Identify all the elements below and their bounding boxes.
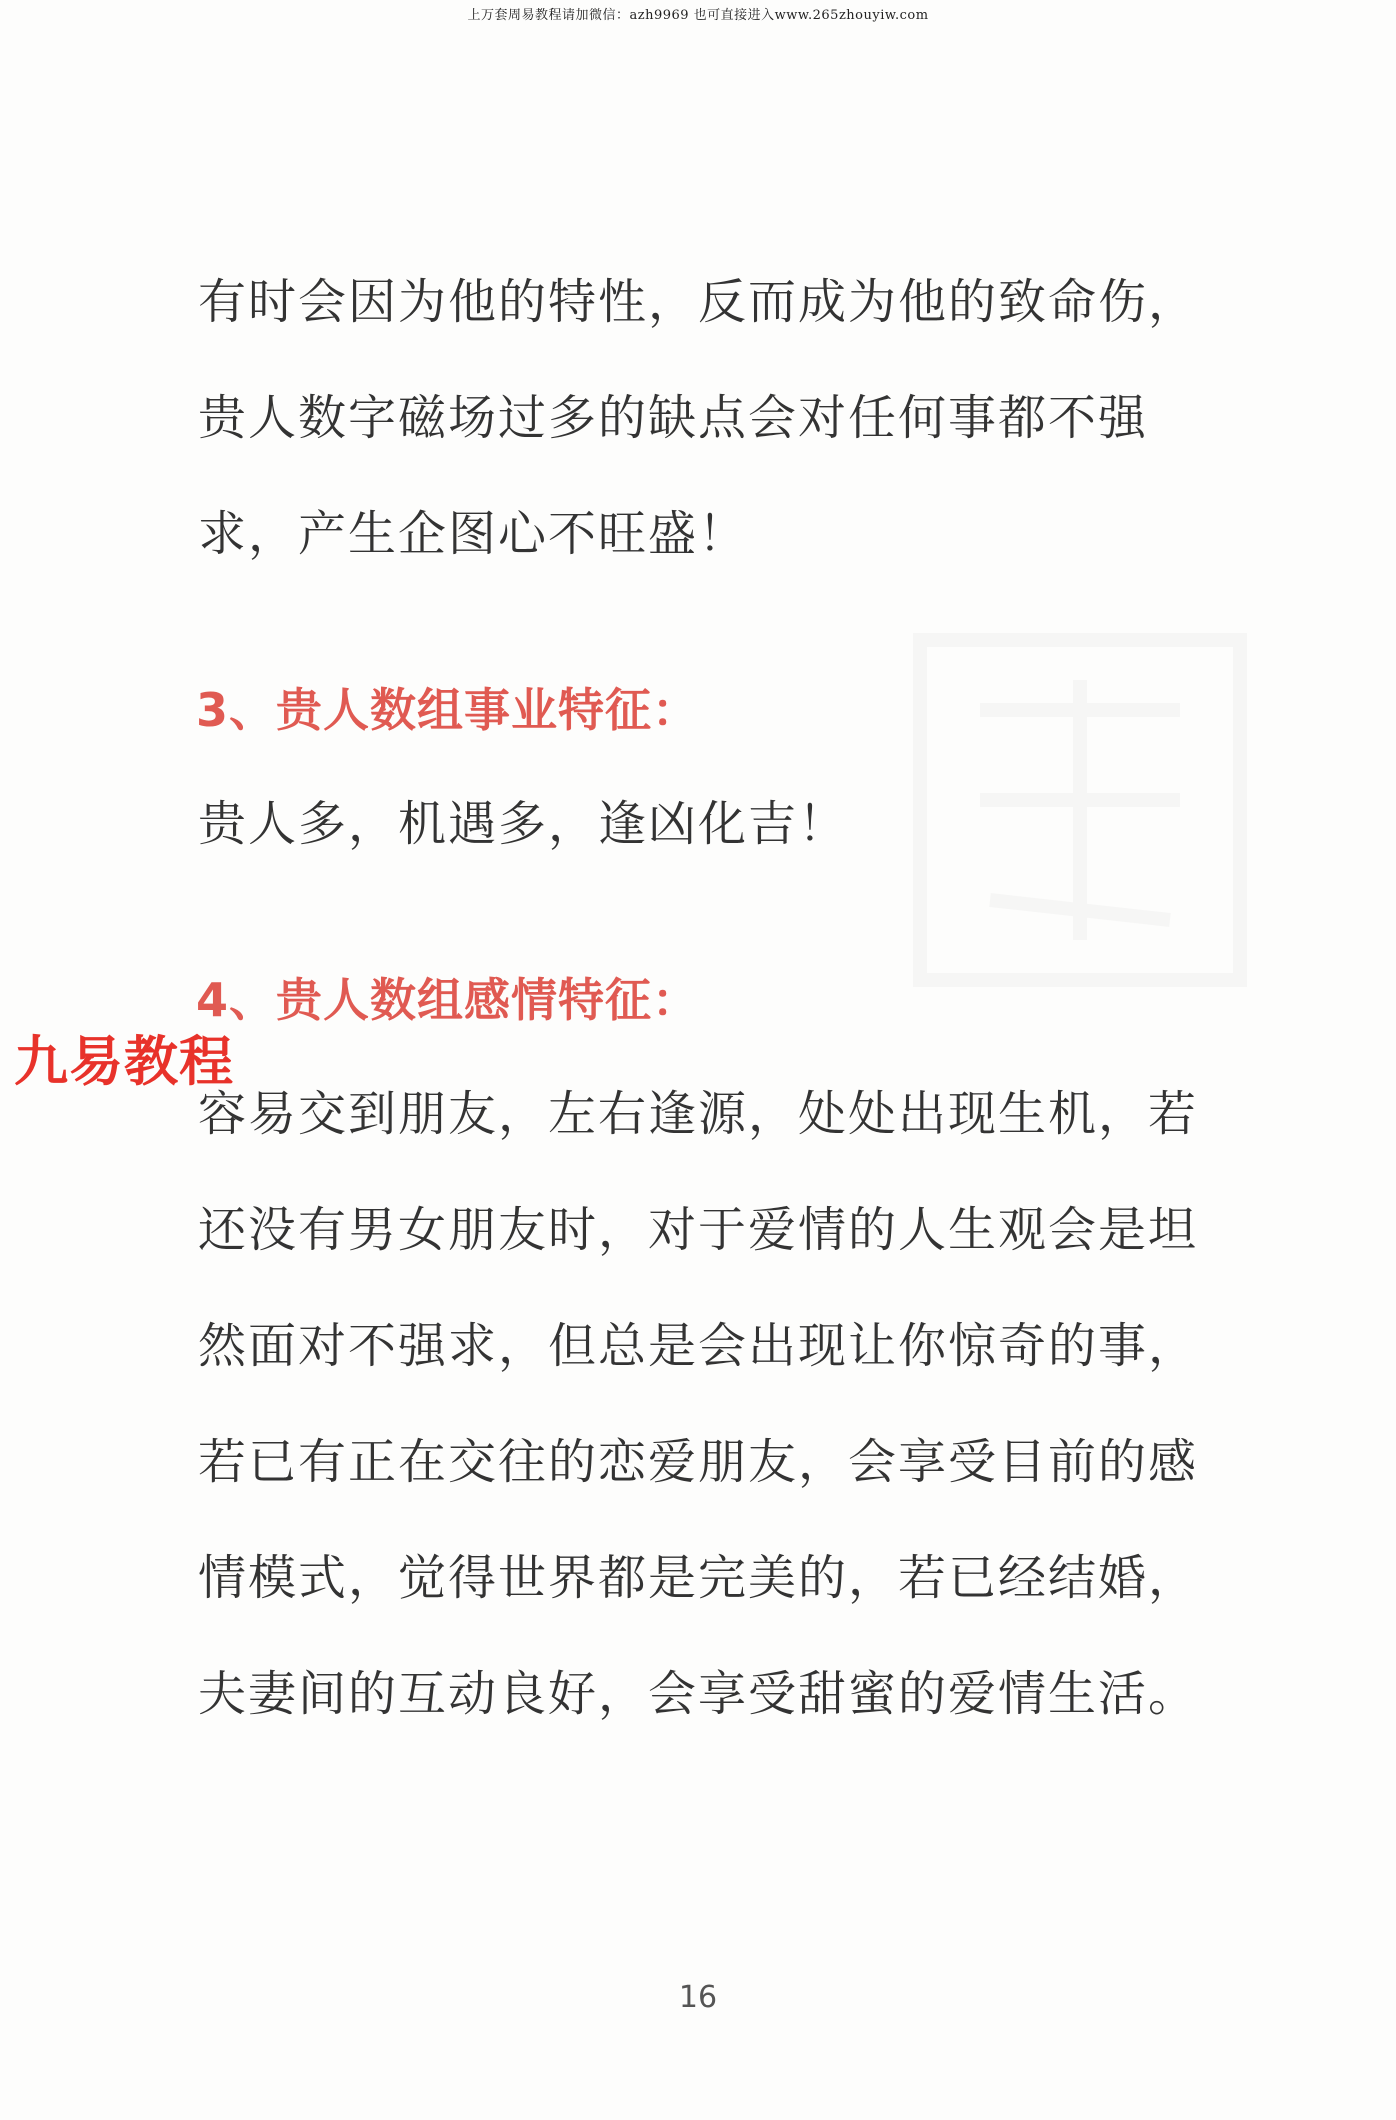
paragraph-line: 容易交到朋友，左右逢源，处处出现生机，若	[198, 1086, 1199, 1142]
paragraph-line: 求，产生企图心不旺盛！	[198, 506, 749, 562]
faint-seal-icon	[900, 620, 1260, 1000]
paragraph-line: 贵人数字磁场过多的缺点会对任何事都不强	[198, 390, 1149, 446]
paragraph-line: 夫妻间的互动良好，会享受甜蜜的爱情生活。	[198, 1666, 1199, 1722]
paragraph-line: 还没有男女朋友时，对于爱情的人生观会是坦	[198, 1202, 1199, 1258]
section-heading: 4、贵人数组感情特征：	[196, 973, 700, 1027]
section-heading: 3、贵人数组事业特征：	[196, 683, 700, 737]
paragraph-line: 然面对不强求，但总是会出现让你惊奇的事，	[198, 1318, 1199, 1374]
watermark-text: 九易教程	[14, 1030, 234, 1093]
paragraph-line: 贵人多，机遇多，逢凶化吉！	[198, 796, 849, 852]
header-note: 上万套周易教程请加微信：azh9969 也可直接进入www.265zhouyiw.com	[467, 8, 929, 23]
paragraph-line: 若已有正在交往的恋爱朋友，会享受目前的感	[198, 1434, 1199, 1490]
paragraph-line: 有时会因为他的特性，反而成为他的致命伤，	[198, 274, 1199, 330]
page-number: 16	[678, 1980, 718, 2015]
paragraph-line: 情模式，觉得世界都是完美的，若已经结婚，	[198, 1550, 1199, 1606]
